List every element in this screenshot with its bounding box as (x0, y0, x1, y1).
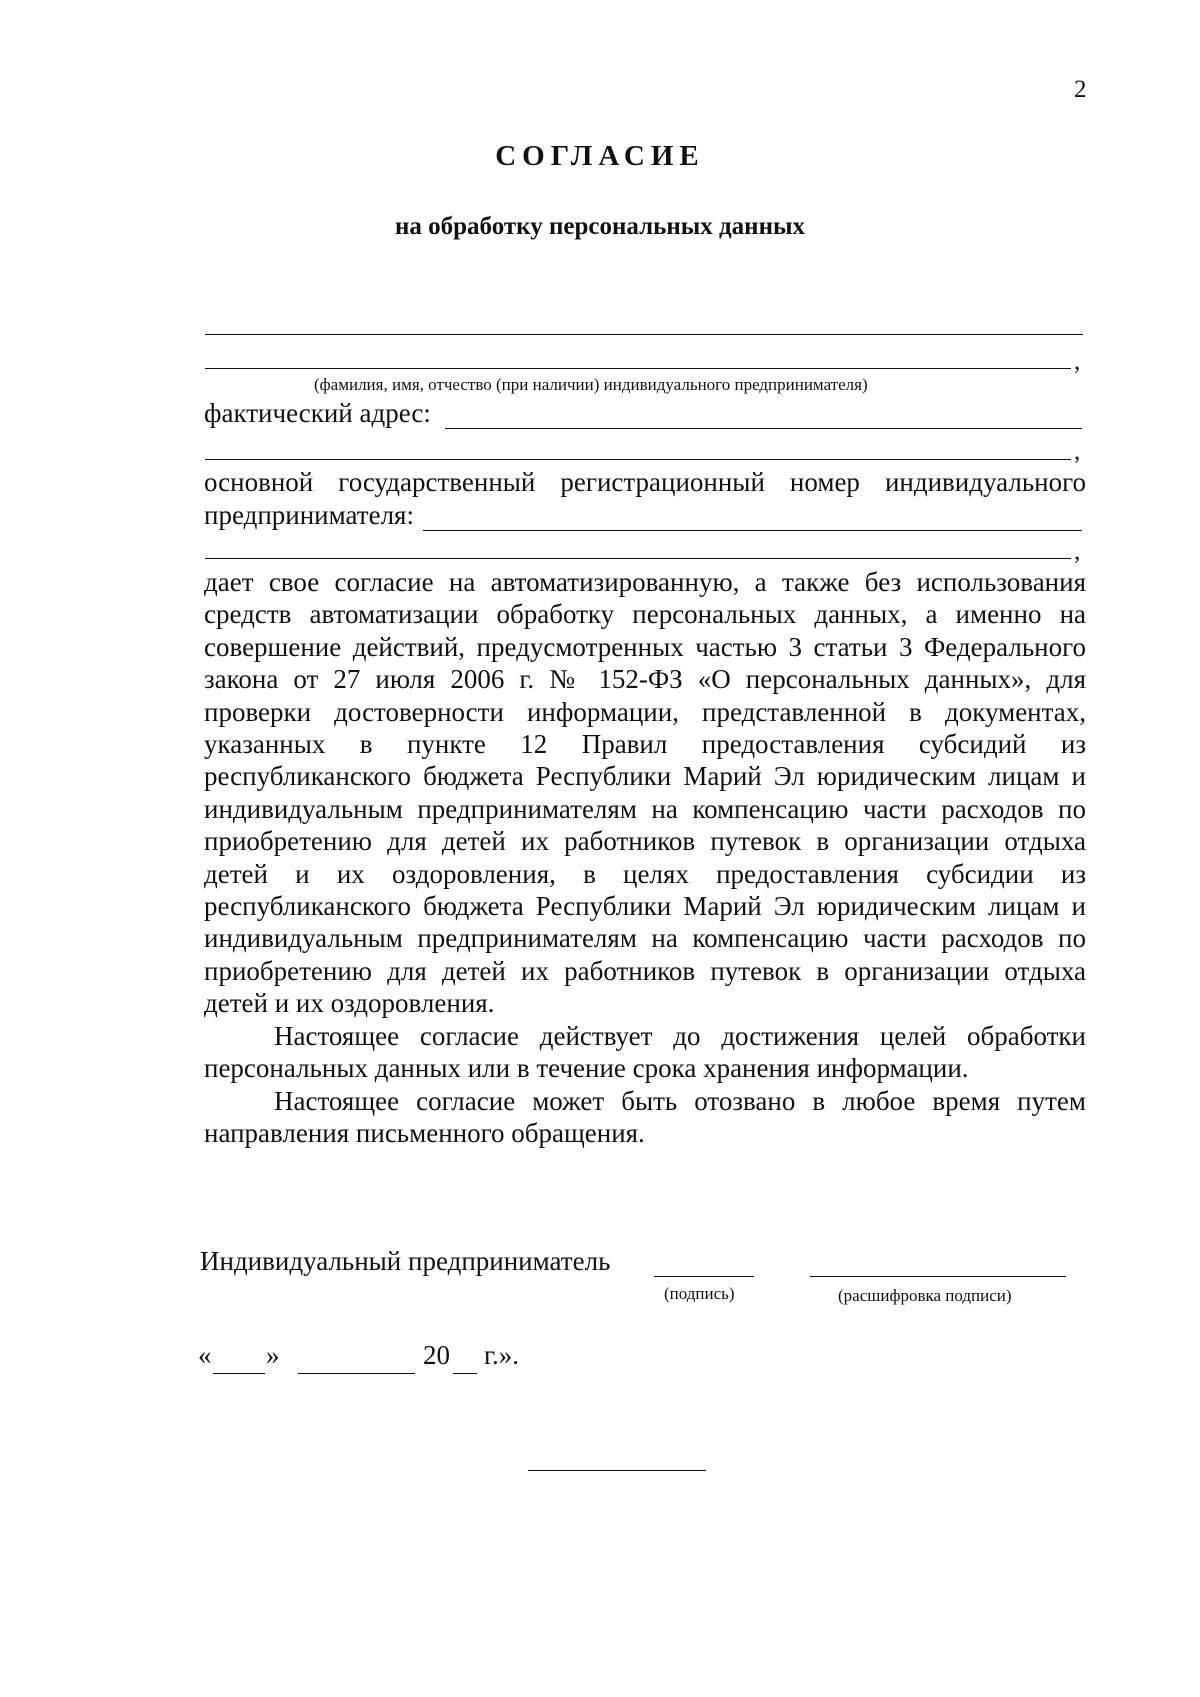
decryption-line[interactable] (810, 1276, 1066, 1277)
ogrn-line-1[interactable] (423, 530, 1082, 531)
fio-caption: (фамилия, имя, отчество (при наличии) индивидуального предпринимателя) (314, 375, 868, 394)
decryption-caption: (расшифровка подписи) (838, 1286, 1012, 1305)
fio-line-2[interactable] (205, 368, 1071, 369)
date-open-quote: « (198, 1340, 212, 1370)
date-close-quote: » (266, 1340, 280, 1370)
consent-paragraph-revocation: Настоящее согласие может быть отозвано в любое время путем направления письменного обращения. (204, 1085, 1086, 1148)
address-line-2[interactable] (205, 459, 1071, 460)
consent-paragraph-main: дает свое согласие на автоматизированную, а также без использования средств автоматизации обработку персональных данных, а именно на совершение действий, предусмотренных частью 3 статьи 3 Федерального закона от 27 июля 2006 г. № 152-ФЗ «О персональных данных», для проверки достоверности информации, представленной в документах, указанных в пункте 12 Правил предоставления субсидий из республиканского бюджета Республики Марий Эл юридическим лицам и индивидуальным предпринимателям на компенсацию части расходов по приобретению для детей их работников путевок в организации отдыха детей и их оздоровления, в целях предоставления субсидии из республиканского бюджета Республики Марий Эл юридическим лицам и индивидуальным предпринимателям на компенсацию части расходов по приобретению для детей их работников путевок в организации отдыха детей и их оздоровления. (204, 567, 1086, 1019)
address-comma: , (1074, 438, 1081, 465)
consent-paragraph-duration: Настоящее согласие действует до достижения целей обработки персональных данных или в течение срока хранения информации. (204, 1020, 1086, 1084)
ogrn-label-line-2: предпринимателя: (204, 500, 414, 530)
page-number: 2 (1074, 76, 1087, 103)
ogrn-line-2[interactable] (205, 558, 1071, 559)
document-title: СОГЛАСИЕ (495, 140, 705, 172)
signature-line[interactable] (654, 1276, 754, 1277)
date-year-prefix: 20 (423, 1340, 450, 1370)
date-day-line[interactable] (213, 1373, 265, 1374)
signer-label: Индивидуальный предприниматель (200, 1246, 611, 1276)
signature-caption: (подпись) (664, 1284, 735, 1303)
consent-body (204, 566, 1086, 1149)
ogrn-label-line-1: основной государственный регистрационный номер индивидуального (204, 467, 1086, 497)
date-year-line[interactable] (453, 1373, 477, 1374)
closing-rule (528, 1470, 706, 1471)
ogrn-comma: , (1074, 538, 1081, 565)
date-suffix: г.». (484, 1340, 520, 1370)
document-subtitle: на обработку персональных данных (395, 213, 805, 240)
fio-comma: , (1074, 348, 1081, 375)
address-label: фактический адрес: (204, 398, 431, 428)
fio-line-1[interactable] (205, 334, 1083, 335)
address-line-1[interactable] (445, 428, 1082, 429)
date-month-line[interactable] (298, 1373, 415, 1374)
